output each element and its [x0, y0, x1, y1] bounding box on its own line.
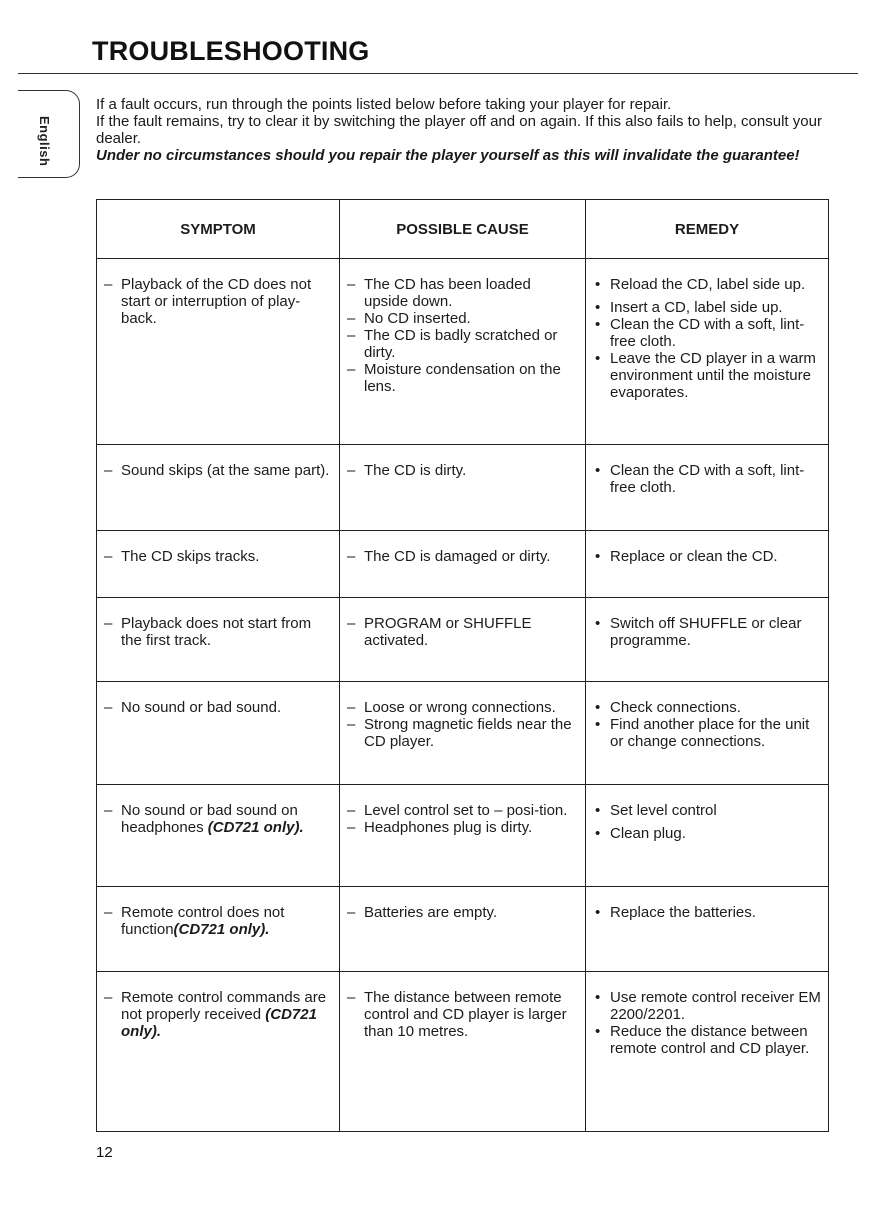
cause-item: – PROGRAM or SHUFFLE activated. [347, 615, 579, 649]
cause-cell [340, 785, 586, 887]
page-title: TROUBLESHOOTING [92, 36, 370, 66]
remedy-item: • Check connections. [593, 699, 822, 716]
model-note: (CD721 only). [207, 819, 304, 836]
remedy-item: • Replace or clean the CD. [593, 548, 822, 565]
remedy-item: • Set level control [593, 802, 822, 819]
remedy-item: • Find another place for the unit or change connections. [593, 716, 822, 750]
header-possible-cause: POSSIBLE CAUSE [340, 200, 586, 259]
table-row [97, 598, 829, 682]
table-row [97, 445, 829, 531]
table-row [97, 259, 829, 445]
symptom-cell [97, 531, 340, 598]
cause-item: – No CD inserted. [347, 310, 579, 327]
cause-item: – Strong magnetic fields near the CD player. [347, 716, 579, 750]
symptom-text [104, 904, 333, 938]
remedy-cell [586, 531, 829, 598]
table-row [97, 972, 829, 1132]
remedy-item: • Use remote control receiver EM 2200/2201. [593, 989, 822, 1023]
cause-item: – Loose or wrong connections. [347, 699, 579, 716]
model-note: (CD721 only). [173, 921, 270, 938]
symptom-text: – The CD skips tracks. [104, 548, 333, 565]
remedy-item: • Reduce the distance between remote control and CD player. [593, 1023, 822, 1057]
table-row [97, 887, 829, 972]
intro-text [96, 96, 836, 164]
cause-cell [340, 445, 586, 531]
model-note: (CD721 only). [121, 1006, 317, 1040]
cause-item: – The CD has been loaded upside down. [347, 276, 579, 310]
symptom-cell [97, 259, 340, 445]
table-header-row [97, 200, 829, 259]
title-divider [18, 73, 858, 74]
cause-item: – The CD is damaged or dirty. [347, 548, 579, 565]
remedy-cell [586, 887, 829, 972]
remedy-item: • Clean plug. [593, 825, 822, 842]
header-remedy: REMEDY [586, 200, 829, 259]
language-tab-label: English [37, 116, 52, 167]
symptom-cell [97, 785, 340, 887]
cause-item: – Moisture condensation on the lens. [347, 361, 579, 395]
remedy-item: • Clean the CD with a soft, lint-free cloth. [593, 462, 822, 496]
cause-item: – Batteries are empty. [347, 904, 579, 921]
remedy-item: • Reload the CD, label side up. [593, 276, 822, 293]
symptom-main: No sound or bad sound on headphones [121, 802, 298, 836]
cause-cell [340, 682, 586, 785]
symptom-text: – Playback of the CD does not start or interruption of play-back. [104, 276, 333, 327]
cause-item: – Level control set to – posi-tion. [347, 802, 579, 819]
cause-item: – The distance between remote control and CD player is larger than 10 metres. [347, 989, 579, 1040]
remedy-cell [586, 682, 829, 785]
remedy-item: • Insert a CD, label side up. [593, 299, 822, 316]
cause-cell [340, 598, 586, 682]
cause-cell [340, 887, 586, 972]
cause-cell [340, 972, 586, 1132]
table-row [97, 785, 829, 887]
remedy-item: • Switch off SHUFFLE or clear programme. [593, 615, 822, 649]
cause-item: – The CD is dirty. [347, 462, 579, 479]
cause-cell [340, 531, 586, 598]
symptom-text: – Playback does not start from the first track. [104, 615, 333, 649]
page-number: 12 [96, 1144, 113, 1161]
table-row [97, 682, 829, 785]
remedy-item: • Clean the CD with a soft, lint-free cloth. [593, 316, 822, 350]
symptom-text: – Sound skips (at the same part). [104, 462, 333, 479]
remedy-cell [586, 972, 829, 1132]
remedy-cell [586, 598, 829, 682]
intro-warning: Under no circumstances should you repair the player yourself as this will invalidate the guarantee! [96, 147, 800, 164]
remedy-item: • Leave the CD player in a warm environment until the moisture evaporates. [593, 350, 822, 401]
intro-line-1: If a fault occurs, run through the points listed below before taking your player for repair. [96, 96, 672, 113]
symptom-main: Remote control does not function [121, 904, 285, 938]
symptom-cell [97, 445, 340, 531]
troubleshooting-table [96, 199, 829, 1132]
cause-cell [340, 259, 586, 445]
table-row [97, 531, 829, 598]
remedy-cell [586, 259, 829, 445]
cause-item: – Headphones plug is dirty. [347, 819, 579, 836]
symptom-text [104, 989, 333, 1040]
cause-item: – The CD is badly scratched or dirty. [347, 327, 579, 361]
symptom-main: Remote control commands are not properly received [121, 989, 327, 1023]
symptom-cell [97, 598, 340, 682]
symptom-text [104, 802, 333, 836]
intro-line-2: If the fault remains, try to clear it by switching the player off and on again. If this also fails to help, consult your dealer. [96, 113, 822, 147]
symptom-cell [97, 682, 340, 785]
symptom-cell [97, 887, 340, 972]
remedy-cell [586, 785, 829, 887]
remedy-item: • Replace the batteries. [593, 904, 822, 921]
symptom-cell [97, 972, 340, 1132]
symptom-text: – No sound or bad sound. [104, 699, 333, 716]
header-symptom: SYMPTOM [97, 200, 340, 259]
remedy-cell [586, 445, 829, 531]
